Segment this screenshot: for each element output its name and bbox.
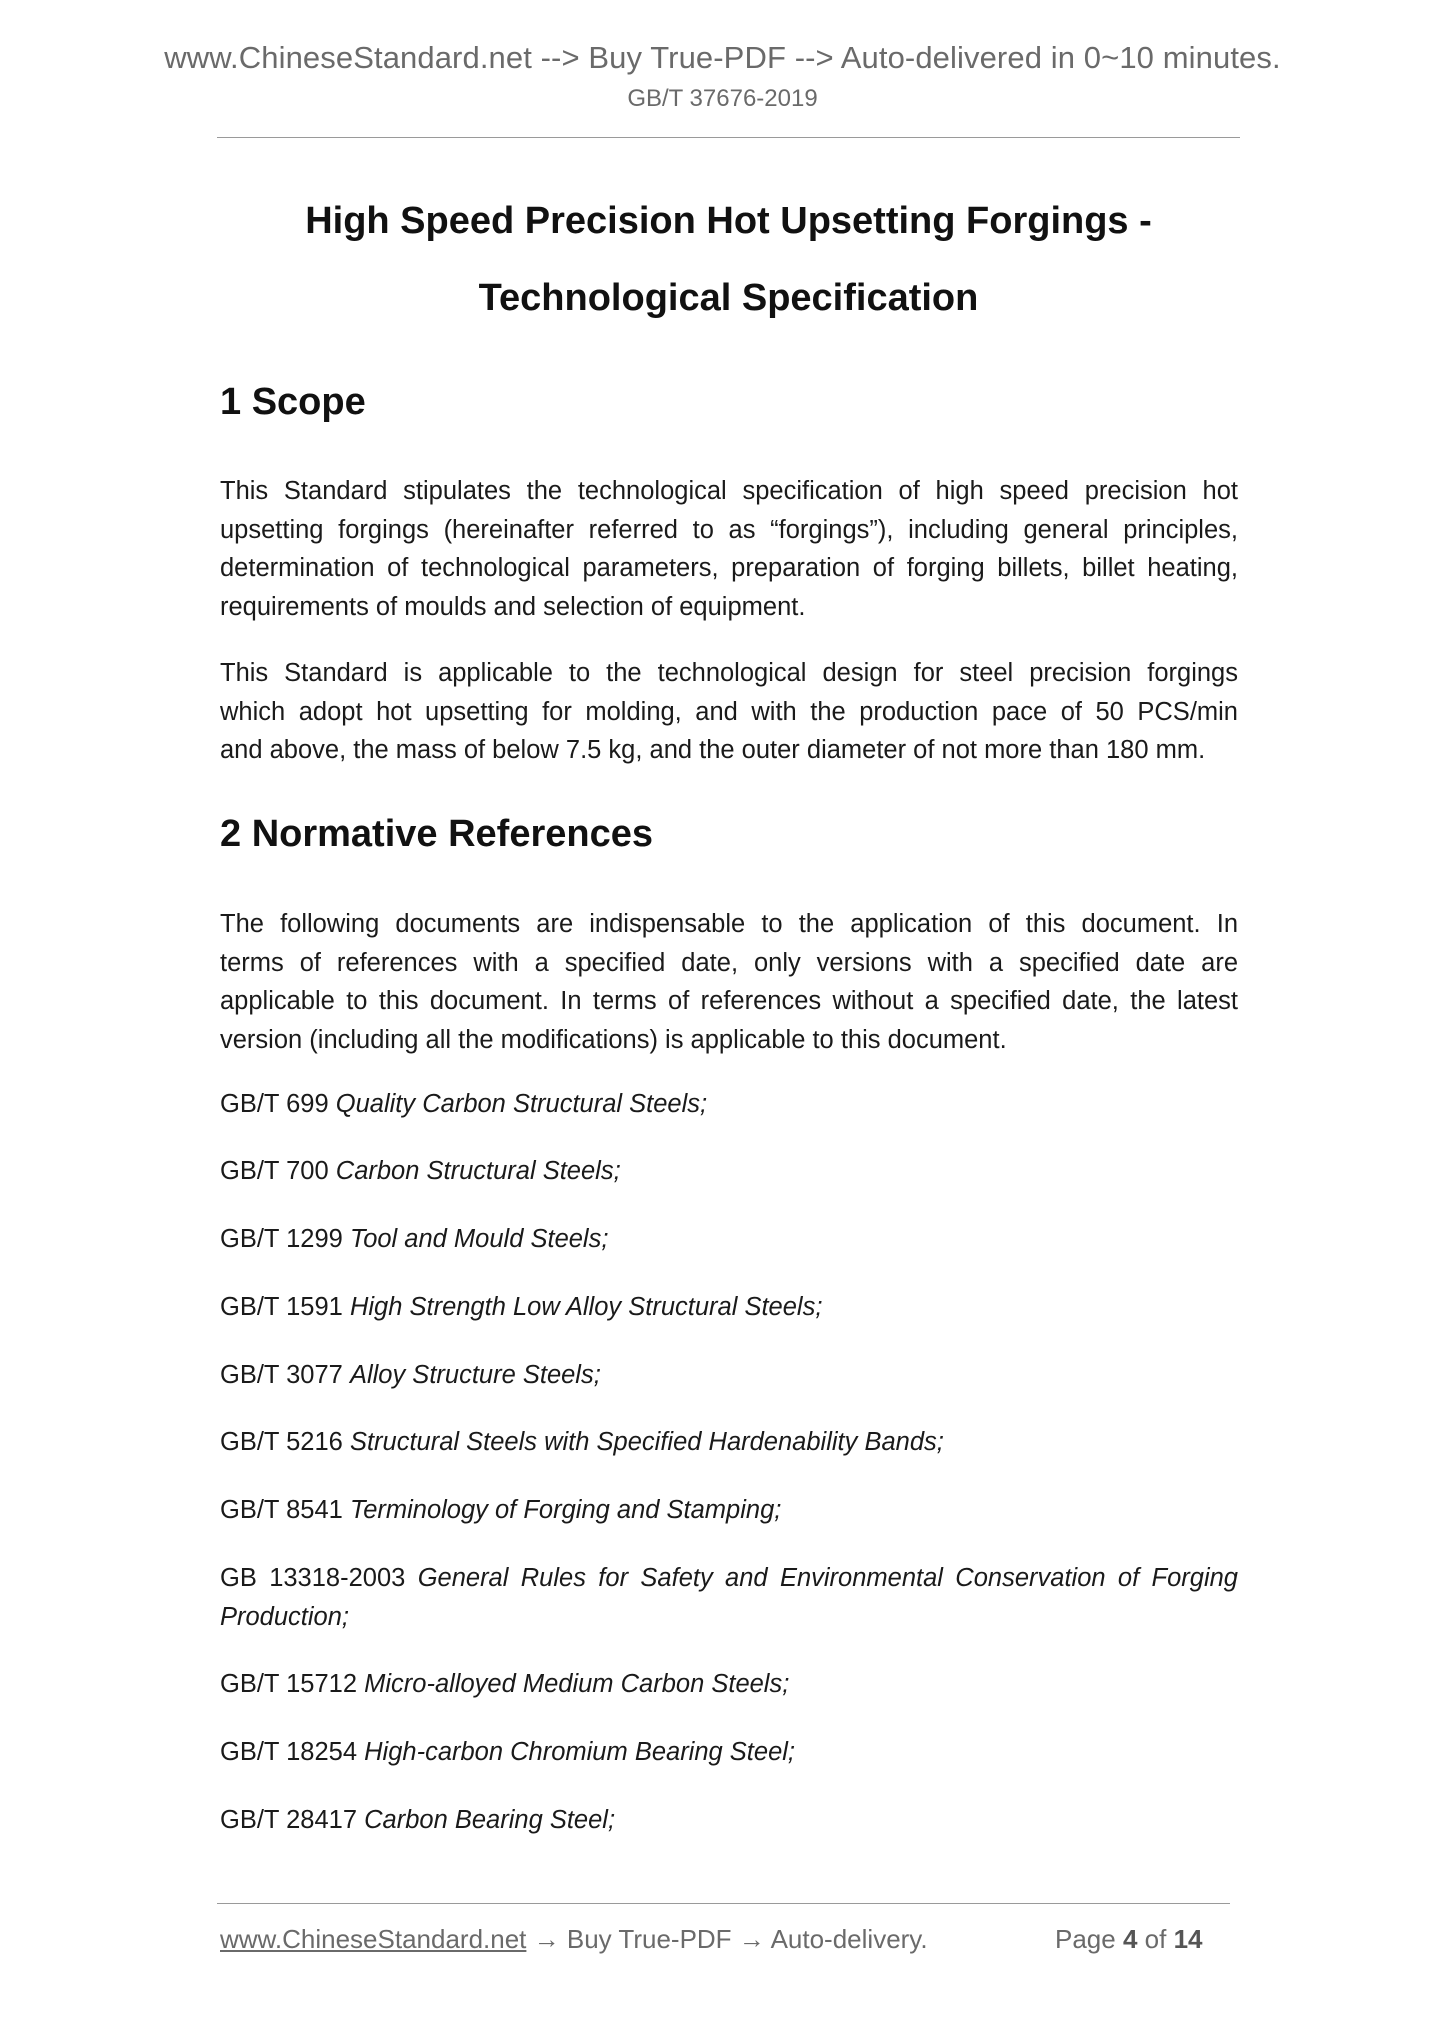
page-of-label: of (1137, 1924, 1174, 1954)
paragraph-line: determination of technological parameters, preparation of forging billets, billet heating, (220, 554, 1238, 582)
paragraph-line: and above, the mass of below 7.5 kg, and the outer diameter of not more than 180 mm. (220, 736, 1206, 764)
page-number (1055, 1921, 1202, 1957)
reference-item (220, 1085, 1238, 1124)
reference-title: Alloy Structure Steels; (349, 1361, 601, 1389)
paragraph-line: upsetting forgings (hereinafter referred to as “forgings”), including general principles, (220, 515, 1238, 544)
reference-item (220, 1665, 1238, 1704)
paragraph-line: which adopt hot upsetting for molding, and with the production pace of 50 PCS/min (220, 697, 1238, 726)
section-heading-normative-references: 2 Normative References (220, 813, 653, 855)
document-title-line2: Technological Specification (478, 277, 979, 319)
footer-left (220, 1921, 928, 1957)
reference-title: Quality Carbon Structural Steels; (335, 1090, 708, 1118)
reference-title: Carbon Structural Steels; (335, 1157, 621, 1185)
reference-code: GB/T 8541 (220, 1496, 343, 1524)
reference-code: GB/T 1299 (220, 1225, 343, 1253)
scope-paragraph-1 (220, 472, 1238, 626)
document-title-line1: High Speed Precision Hot Upsetting Forgings - (305, 200, 1152, 242)
reference-title: Terminology of Forging and Stamping; (349, 1496, 782, 1524)
header-banner-text: www.ChineseStandard.net --> Buy True-PDF --> Auto-delivered in 0~10 minutes. (164, 40, 1281, 75)
reference-title: Structural Steels with Specified Hardenability Bands; (349, 1428, 944, 1456)
reference-code: GB/T 700 (220, 1157, 329, 1185)
reference-code: GB/T 1591 (220, 1293, 343, 1321)
reference-item (220, 1356, 1238, 1395)
reference-item (220, 1152, 1238, 1191)
reference-code: GB 13318-2003 (220, 1564, 406, 1592)
paragraph-line: The following documents are indispensable to the application of this document. In (220, 910, 1238, 938)
current-page: 4 (1122, 1924, 1138, 1954)
reference-item (220, 1559, 1238, 1636)
paragraph-line: This Standard stipulates the technological specification of high speed precision hot (220, 477, 1238, 505)
reference-item (220, 1491, 1238, 1530)
reference-code: GB/T 15712 (220, 1670, 358, 1698)
reference-code: GB/T 28417 (220, 1806, 358, 1834)
section-heading-scope: 1 Scope (220, 381, 366, 423)
paragraph-line: applicable to this document. In terms of references without a specified date, the latest (220, 987, 1238, 1015)
reference-title: Micro-alloyed Medium Carbon Steels; (364, 1670, 790, 1698)
references-intro-paragraph (220, 905, 1238, 1059)
reference-code: GB/T 5216 (220, 1428, 343, 1456)
reference-code: GB/T 699 (220, 1090, 329, 1118)
paragraph-line: terms of references with a specified date, only versions with a specified date are (220, 948, 1238, 977)
paragraph-line: requirements of moulds and selection of equipment. (220, 592, 806, 621)
scope-paragraph-2 (220, 654, 1238, 770)
total-pages: 14 (1173, 1924, 1203, 1954)
reference-item (220, 1423, 1238, 1462)
paragraph-line: This Standard is applicable to the technological design for steel precision forgings (220, 659, 1238, 687)
paragraph-line: version (including all the modifications) is applicable to this document. (220, 1025, 1007, 1054)
page-header (0, 38, 1445, 116)
reference-title-continued: Production; (220, 1602, 349, 1631)
reference-title: Carbon Bearing Steel; (364, 1806, 616, 1834)
reference-item (220, 1801, 1238, 1840)
header-divider (217, 137, 1240, 138)
footer-website-link[interactable]: www.ChineseStandard.net (220, 1924, 527, 1954)
reference-item (220, 1220, 1238, 1259)
standard-number: GB/T 37676-2019 (627, 85, 818, 112)
reference-title: General Rules for Safety and Environmental Conservation of Forging (417, 1564, 1238, 1592)
reference-item (220, 1733, 1238, 1772)
reference-title: Tool and Mould Steels; (349, 1225, 609, 1253)
reference-title: High-carbon Chromium Bearing Steel; (364, 1738, 796, 1766)
reference-title: High Strength Low Alloy Structural Steels; (349, 1293, 823, 1321)
footer-text: → Buy True-PDF → Auto-delivery. (526, 1924, 928, 1954)
reference-code: GB/T 18254 (220, 1738, 358, 1766)
reference-code: GB/T 3077 (220, 1361, 343, 1389)
reference-item (220, 1288, 1238, 1327)
footer-divider (217, 1903, 1230, 1904)
page-label: Page (1055, 1924, 1123, 1954)
